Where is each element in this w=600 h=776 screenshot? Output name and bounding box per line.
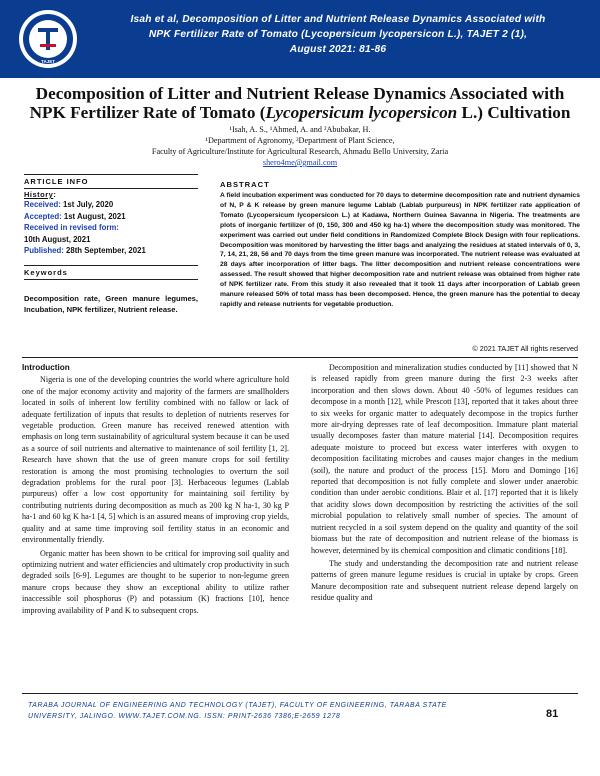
article-info-title: ARTICLE INFO [24,175,198,189]
abstract-text: A field incubation experiment was conducted for 70 days to determine decomposition rate and nutrient dynamics of N, P & K release by green manure legume Lablab (Lablab purpureus) in NPK fertilizer rate application of Tomato (Lycopersicum lycopersicon L.) at Kadawa, Northern Guinea Savanna in Nigeria. The treatments are plots of inorganic fertilizer of (0, 150, 300 and 450 kg ha-1) where the decomposition study was monitored. The experiment was carried out under field conditions in Randomized Complete Block Design with four replications. Decomposition was monitored by harvesting the litter bags and analyzing the residues at stated intervals of 0, 3, 7, 14, 21, 28, 56 and 70 days from the time green manure was incorporated. The nutrient release was evaluated at 28 days after incorporation of litter bags. The litter decomposition and nutrient release concentrations were assessed. The result showed that higher decomposition rate and nutrient release was obtained from higher rate of NPK fertilizer rate. From this study it also revealed that it took 11 days after incorporation of Lablab green manure released 50% of total mass has been decomposed. Hence, the green manure has the potential to decay rapidly and release nutrients for vegetable production. [220,192,580,308]
revised-line: Received in revised form: [24,223,119,233]
svg-text:TAJET: TAJET [41,59,55,64]
intro-paragraph-3: Decomposition and mineralization studies conducted by [11] showed that N is released rapidly from green manure during the first 2-3 weeks after incorporation and then slows down. About 40 -50% of legumes residues can decompose in a month [12], while Prescott [13], reported that it takes about three to six weeks for organic matter to adequately decompose in the tropics further more air-drying depresses rate of leaf decomposition. Immature plant material usually decomposes faster than mature material [14]. Decomposition requires adequate moisture to proceed but excess water interferes with oxygen to decomposition facilitating microbes and causes major changes in the medium (soil), the nature and product of the process [15]. Moro and Domingo [16] reported that decomposition is not fully complete and slower under anaerobic condition than under aerobic conditions. Blair et al. [17] reported that it is likely that acidity slows down decomposition by restricting the activities of the soil microbial population to relatively small number of species. The amount of nutrient recycled in a soil system depend on the quality and quantity of the soil biomass but the rate of decomposition and nutrient release of the biomass is however, determined by its chemical composition and climatic conditions [18]. [311,363,578,555]
introduction-heading: Introduction [22,363,70,372]
received-line: Received: 1st July, 2020 [24,200,114,209]
abstract-section [220,180,580,310]
footer-divider [22,693,578,694]
journal-banner [0,0,600,78]
banner-line-2: NPK Fertilizer Rate of Tomato (Lycopersicum lycopersicon L.), TAJET 2 (1), [148,29,528,40]
banner-line-3: August 2021: 81-86 [289,44,387,55]
email-link[interactable]: shero4me@gmail.com [262,158,338,167]
keywords-list: Decomposition rate, Green manure legumes, Incubation, NPK fertilizer, Nutrient release. [24,293,198,314]
intro-paragraph-4: The study and understanding the decomposition rate and nutrient release patterns of green manure legume residues is crucial in uptake by crops. Green Manure decomposition rate and subsequent nutrient release depend largely on residue quality and [311,558,578,603]
journal-logo-icon [18,6,78,72]
revised-date: 10th August, 2021 [24,234,91,244]
banner-line-1: Isah et al, Decomposition of Litter and Nutrient Release Dynamics Associated with [130,14,546,25]
history-heading: History: [24,190,57,199]
section-divider [22,357,578,358]
authors: ¹Isah, A. S., ¹Ahmed, A. and ²Abubakar, H. [229,125,371,134]
affiliation-1: ¹Department of Agronomy, ²Department of Plant Science, [205,136,395,145]
title-line-1: Decomposition of Litter and Nutrient Release Dynamics Associated with [35,84,565,103]
intro-paragraph-2: Organic matter has been shown to be critical for improving soil quality and optimizing nutrient and water efficiencies and ultimately crop productivity in such degraded soils [6-9]. Legumes are thought to be superior to non-legume green manure crops because they show an exceptional ability to utilize rather inaccessible soil phosphorus (P) and potassium (K) fractions [10], hence improving availability of P and K to subsequent crops. [22,548,289,615]
title-part-a: NPK Fertilizer Rate of Tomato ( [29,103,266,122]
intro-paragraph-1: Nigeria is one of the developing countries the world where agriculture hold one of the major economy activity and majority of the farmers are smallholders located in soils of inherent low fertility combined with no fallow or lack of adequate fertilization of inputs that results to depletion of nutrients reserves for vegetable production. Green manure has received renewed attention with emphasis on long term sustainability of agricultural system because it can be used as a source of soil nutrients and alternative to maintenance of soil fertility [1, 2]. Research have shown that the use of green manure crops for soil fertility restoration is among the most promising technologies to overturn the soil degradation problems for the rural poor [3]. Herbaceous legumes (Lablab purpureus) offer a low cost opportunity for maintaining soil fertility by contributing nutrients during decomposition as much as 200 kg N ha-1, 30 kg P ha-1 and 60 kg K ha-1 [4, 5] which is an assured means of improving crop yields, quality and at same time improving soil fertility status in an economic and environmentally friendly. [22,375,289,545]
affiliation-2: Faculty of Agriculture/Institute for Agricultural Research, Ahmadu Bello University, Zaria [151,147,449,156]
accepted-line: Accepted: 1st August, 2021 [24,211,126,221]
footer-journal-info: TARABA JOURNAL OF ENGINEERING AND TECHNOLOGY (TAJET), FACULTY OF ENGINEERING, TARABA STATE UNIVERSITY, JALINGO. WWW.TAJET.COM.NG. ISSN: PRINT-2636 7386;E-2659 1278 [28,702,447,720]
abstract-title: ABSTRACT [220,180,270,189]
author-block [20,124,580,168]
published-line: Published: 28th September, 2021 [24,246,146,256]
page-number: 81 [546,708,559,720]
title-line-2 [20,103,580,122]
body-column-right [311,362,578,606]
title-part-b: L.) Cultivation [457,103,571,122]
title-species: Lycopersicum lycopersicon [265,103,458,122]
copyright-notice: © 2021 TAJET All rights reserved [472,344,578,353]
paper-title [20,84,580,122]
article-info-panel [24,174,198,315]
banner-citation [98,12,578,57]
body-column-left [22,362,289,618]
keywords-title: Keywords [24,265,198,280]
